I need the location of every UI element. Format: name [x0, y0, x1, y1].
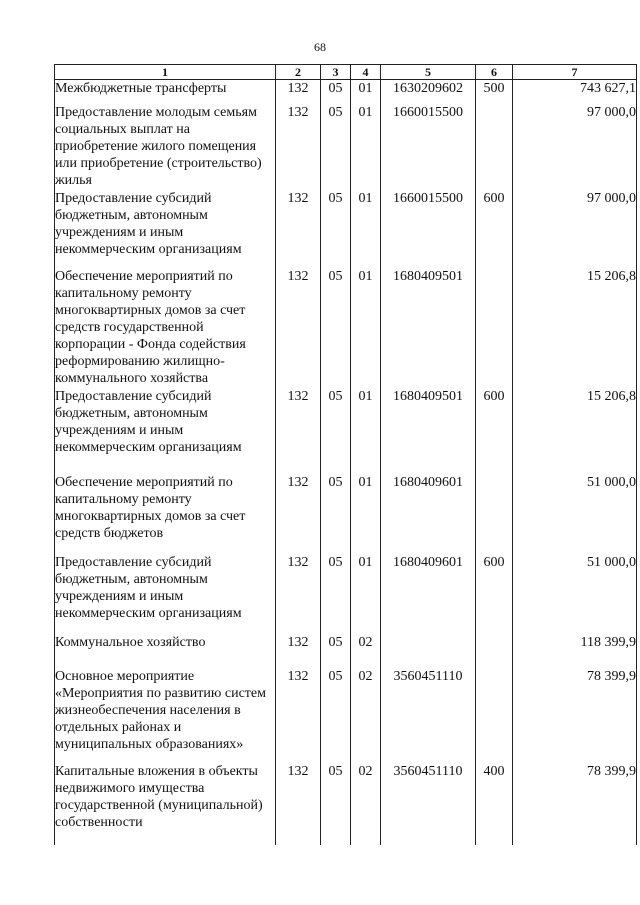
row-col-6: 600 [476, 554, 513, 634]
row-name: Предоставление субсидий бюджетным, автономным учреждениям и иным некоммерческим организациям [55, 190, 276, 268]
row-col-6: 600 [476, 190, 513, 268]
row-amount: 118 399,9 [513, 634, 637, 668]
table-row [55, 668, 637, 763]
row-amount: 78 399,9 [513, 668, 637, 763]
row-name: Предоставление субсидий бюджетным, автономным учреждениям и иным некоммерческим организациям [55, 554, 276, 634]
row-col-3: 05 [321, 668, 351, 763]
header-col-4: 4 [351, 65, 381, 80]
row-col-4: 01 [351, 474, 381, 554]
header-col-6: 6 [476, 65, 513, 80]
table-row [55, 634, 637, 668]
row-col-2: 132 [276, 763, 321, 845]
budget-table [54, 64, 637, 845]
row-col-3: 05 [321, 388, 351, 474]
row-amount: 743 627,1 [513, 80, 637, 105]
row-col-5: 1680409501 [381, 388, 476, 474]
row-col-2: 132 [276, 80, 321, 105]
row-amount: 15 206,8 [513, 268, 637, 388]
header-col-3: 3 [321, 65, 351, 80]
row-amount: 15 206,8 [513, 388, 637, 474]
row-col-5: 1680409601 [381, 474, 476, 554]
row-col-4: 02 [351, 668, 381, 763]
row-name: Капитальные вложения в объекты недвижимого имущества государственной (муниципальной) собственности [55, 763, 276, 845]
row-name: Предоставление молодым семьям социальных выплат на приобретение жилого помещения или приобретение (строительство) жилья [55, 104, 276, 190]
table-row [55, 190, 637, 268]
row-col-5: 1660015500 [381, 190, 476, 268]
row-col-3: 05 [321, 104, 351, 190]
row-col-2: 132 [276, 388, 321, 474]
row-col-2: 132 [276, 634, 321, 668]
header-col-5: 5 [381, 65, 476, 80]
row-col-4: 02 [351, 763, 381, 845]
row-col-6: 500 [476, 80, 513, 105]
header-col-7: 7 [513, 65, 637, 80]
row-col-3: 05 [321, 634, 351, 668]
row-name: Обеспечение мероприятий по капитальному ремонту многоквартирных домов за счет средств бюджетов [55, 474, 276, 554]
row-col-4: 01 [351, 104, 381, 190]
row-col-4: 01 [351, 554, 381, 634]
row-col-6 [476, 668, 513, 763]
row-amount: 97 000,0 [513, 190, 637, 268]
row-amount: 51 000,0 [513, 554, 637, 634]
row-col-5: 1630209602 [381, 80, 476, 105]
row-col-5 [381, 634, 476, 668]
row-amount: 51 000,0 [513, 474, 637, 554]
row-name: Обеспечение мероприятий по капитальному ремонту многоквартирных домов за счет средств государственной корпорации - Фонда содействия реформированию жилищно-коммунального хозяйства [55, 268, 276, 388]
row-col-3: 05 [321, 763, 351, 845]
row-name: Межбюджетные трансферты [55, 80, 276, 105]
header-col-1: 1 [55, 65, 276, 80]
row-col-5: 1660015500 [381, 104, 476, 190]
row-col-4: 01 [351, 80, 381, 105]
table-row [55, 554, 637, 634]
table-row [55, 268, 637, 388]
row-col-2: 132 [276, 268, 321, 388]
row-col-3: 05 [321, 190, 351, 268]
row-col-3: 05 [321, 80, 351, 105]
row-col-4: 01 [351, 388, 381, 474]
row-col-3: 05 [321, 268, 351, 388]
table-row [55, 104, 637, 190]
row-amount: 97 000,0 [513, 104, 637, 190]
table-row [55, 763, 637, 845]
row-col-4: 01 [351, 268, 381, 388]
table-row [55, 80, 637, 105]
row-col-2: 132 [276, 474, 321, 554]
table-row [55, 474, 637, 554]
row-col-3: 05 [321, 554, 351, 634]
row-col-6 [476, 474, 513, 554]
row-col-5: 1680409501 [381, 268, 476, 388]
row-col-2: 132 [276, 190, 321, 268]
row-name: Основное мероприятие «Мероприятия по развитию систем жизнеобеспечения населения в отдельных районах и муниципальных образованиях» [55, 668, 276, 763]
row-amount: 78 399,9 [513, 763, 637, 845]
row-col-6 [476, 104, 513, 190]
row-col-6: 400 [476, 763, 513, 845]
header-col-2: 2 [276, 65, 321, 80]
row-col-2: 132 [276, 668, 321, 763]
row-col-6 [476, 268, 513, 388]
row-col-5: 3560451110 [381, 763, 476, 845]
row-col-3: 05 [321, 474, 351, 554]
table-header-row [55, 65, 637, 80]
row-col-6 [476, 634, 513, 668]
row-name: Предоставление субсидий бюджетным, автономным учреждениям и иным некоммерческим организациям [55, 388, 276, 474]
table-row [55, 388, 637, 474]
row-col-4: 02 [351, 634, 381, 668]
row-col-4: 01 [351, 190, 381, 268]
row-col-2: 132 [276, 104, 321, 190]
page-number: 68 [314, 40, 326, 54]
row-col-6: 600 [476, 388, 513, 474]
row-col-5: 3560451110 [381, 668, 476, 763]
row-name: Коммунальное хозяйство [55, 634, 276, 668]
row-col-5: 1680409601 [381, 554, 476, 634]
row-col-2: 132 [276, 554, 321, 634]
